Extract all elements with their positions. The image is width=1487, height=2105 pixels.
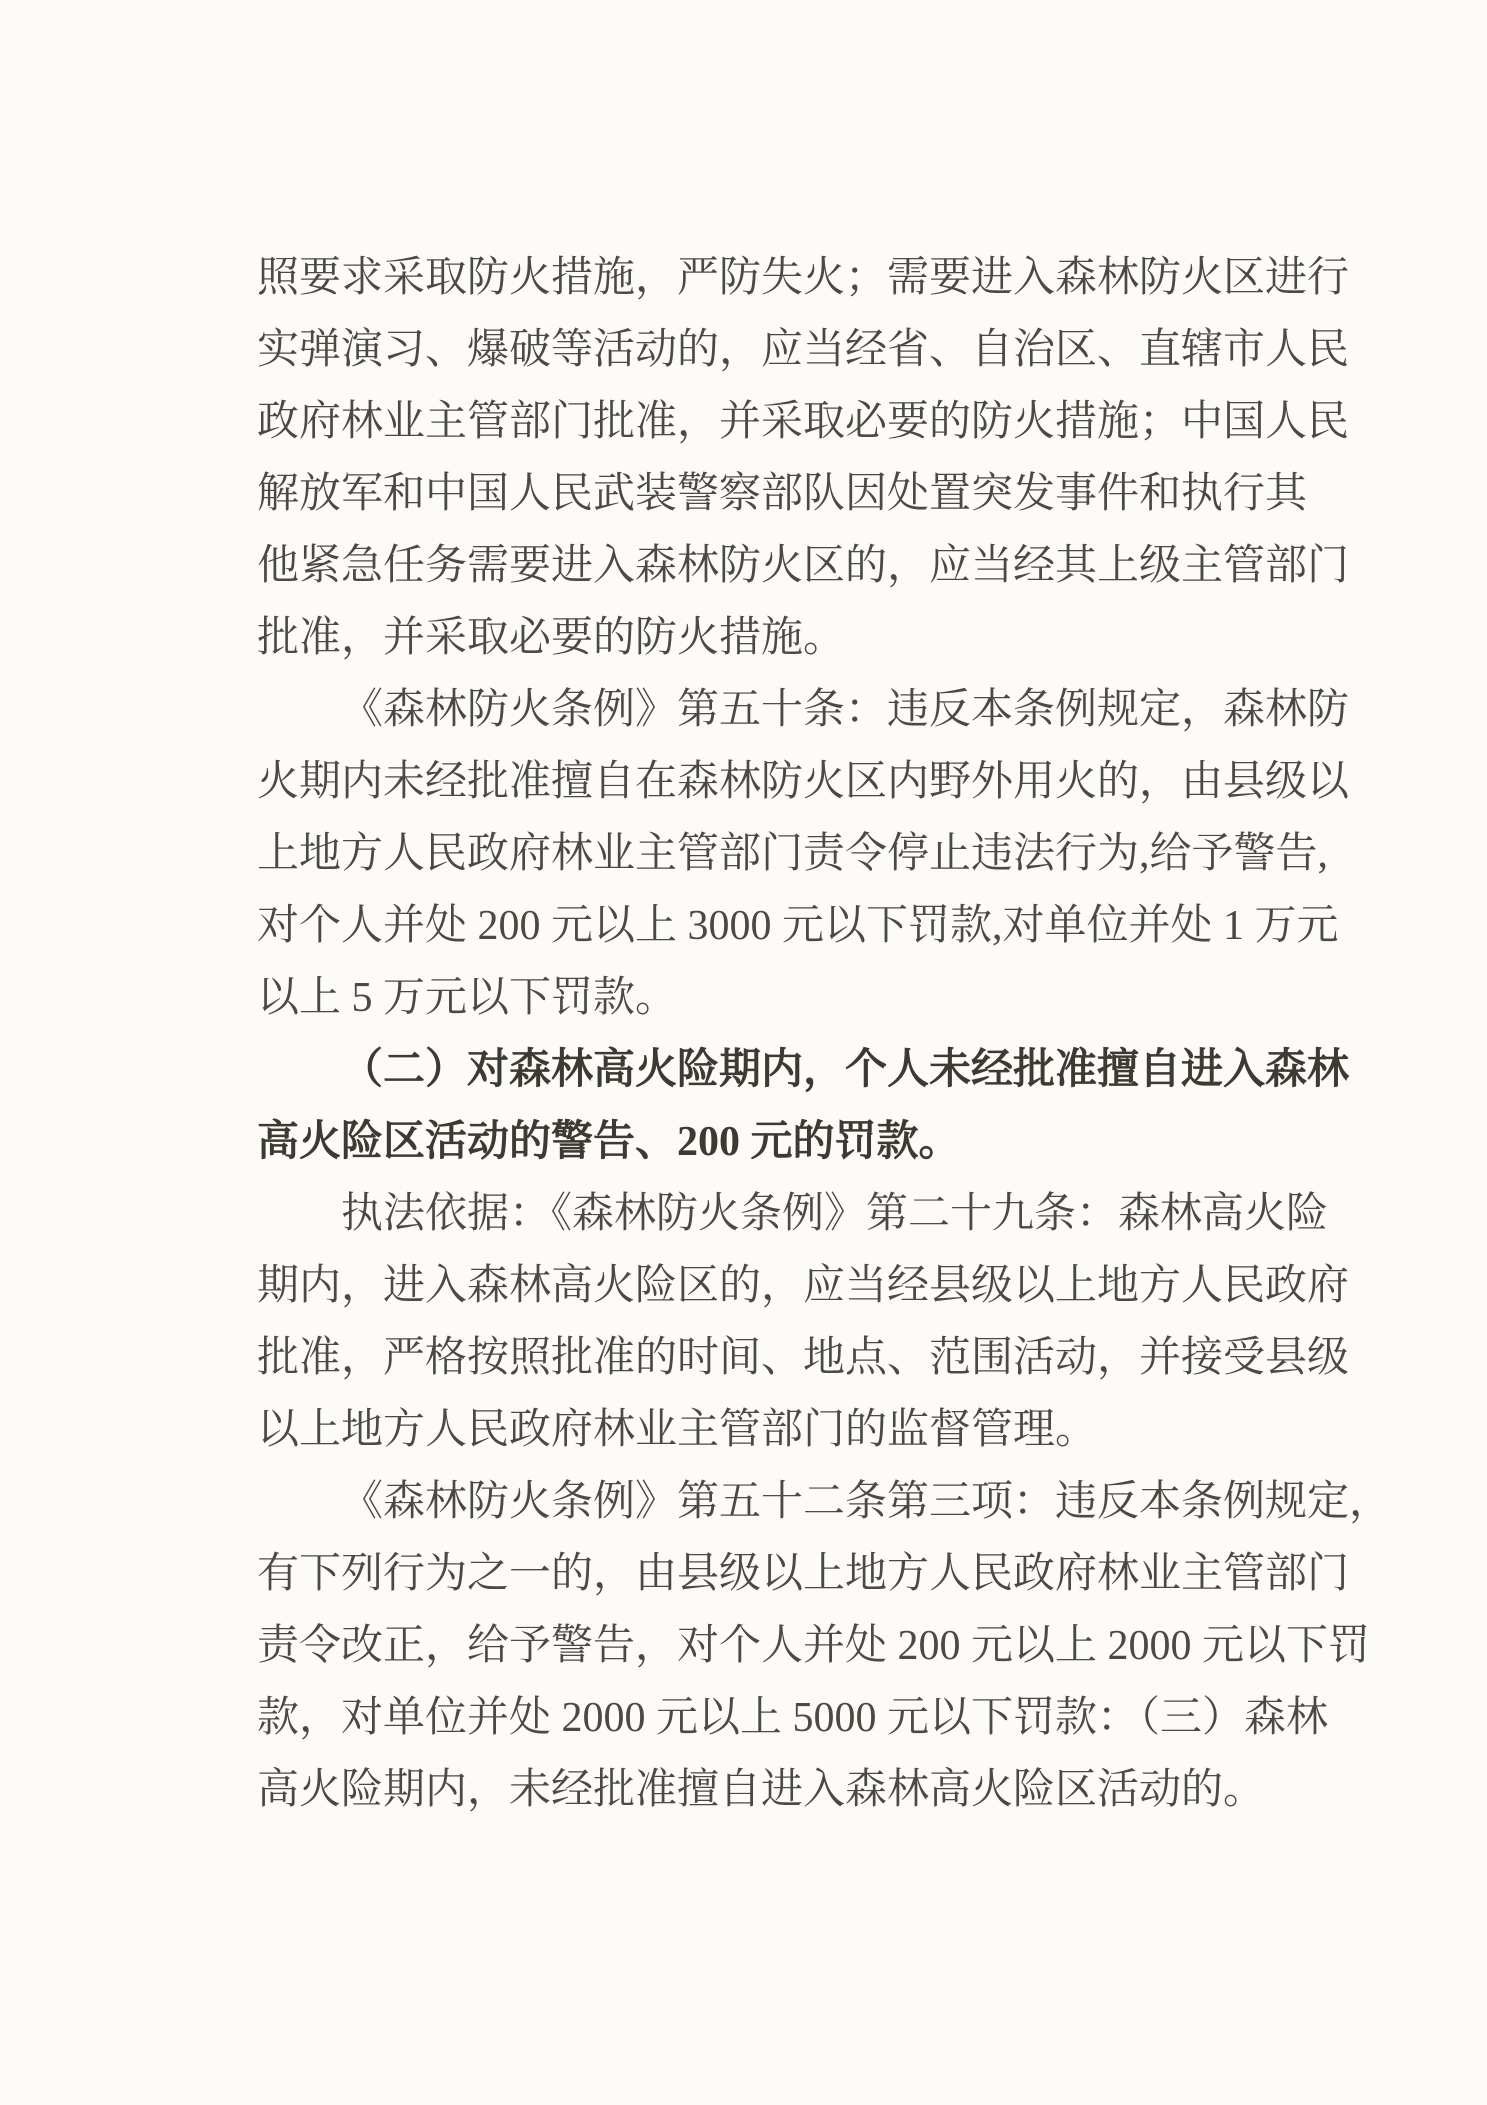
paragraph-article-52 bbox=[257, 1466, 1392, 1826]
text-line: 《森林防火条例》第五十条：违反本条例规定，森林防 bbox=[341, 687, 1350, 733]
text-line: 以上地方人民政府林业主管部门的监督管理。 bbox=[257, 1407, 1098, 1453]
text-block bbox=[257, 242, 1392, 1826]
paragraph-enforcement-basis bbox=[257, 1178, 1350, 1466]
paragraph-item-two-heading bbox=[257, 1034, 1350, 1178]
text-line: 照要求采取防火措施，严防失火；需要进入森林防火区进行 bbox=[257, 255, 1350, 301]
text-line: 期内，进入森林高火险区的，应当经县级以上地方人民政府 bbox=[257, 1263, 1350, 1309]
paragraph-article-50 bbox=[257, 674, 1350, 1034]
text-line: 以上 5 万元以下罚款。 bbox=[257, 975, 678, 1021]
text-line: 批准，并采取必要的防火措施。 bbox=[257, 615, 846, 661]
text-line: （二）对森林高火险期内，个人未经批准擅自进入森林 bbox=[341, 1047, 1350, 1093]
text-line: 政府林业主管部门批准，并采取必要的防火措施；中国人民 bbox=[257, 399, 1350, 445]
text-line: 实弹演习、爆破等活动的，应当经省、自治区、直辖市人民 bbox=[257, 327, 1350, 373]
text-line: 执法依据：《森林防火条例》第二十九条：森林高火险 bbox=[341, 1191, 1329, 1237]
text-line: 责令改正，给予警告，对个人并处 200 元以上 2000 元以下罚 bbox=[257, 1623, 1371, 1669]
text-line: 他紧急任务需要进入森林防火区的，应当经其上级主管部门 bbox=[257, 543, 1350, 589]
text-line: 高火险区活动的警告、200 元的罚款。 bbox=[257, 1119, 961, 1165]
text-line: 上地方人民政府林业主管部门责令停止违法行为,给予警告, bbox=[257, 831, 1329, 877]
text-line: 火期内未经批准擅自在森林防火区内野外用火的，由县级以 bbox=[257, 759, 1350, 805]
paragraph-continuation bbox=[257, 242, 1350, 674]
text-line: 《森林防火条例》第五十二条第三项：违反本条例规定， bbox=[341, 1479, 1392, 1525]
text-line: 款，对单位并处 2000 元以上 5000 元以下罚款：（三）森林 bbox=[257, 1695, 1329, 1741]
text-line: 解放军和中国人民武装警察部队因处置突发事件和执行其 bbox=[257, 471, 1308, 517]
text-line: 批准，严格按照批准的时间、地点、范围活动，并接受县级 bbox=[257, 1335, 1350, 1381]
text-line: 对个人并处 200 元以上 3000 元以下罚款,对单位并处 1 万元 bbox=[257, 903, 1339, 949]
text-line: 高火险期内，未经批准擅自进入森林高火险区活动的。 bbox=[257, 1767, 1266, 1813]
text-line: 有下列行为之一的，由县级以上地方人民政府林业主管部门 bbox=[257, 1551, 1350, 1597]
